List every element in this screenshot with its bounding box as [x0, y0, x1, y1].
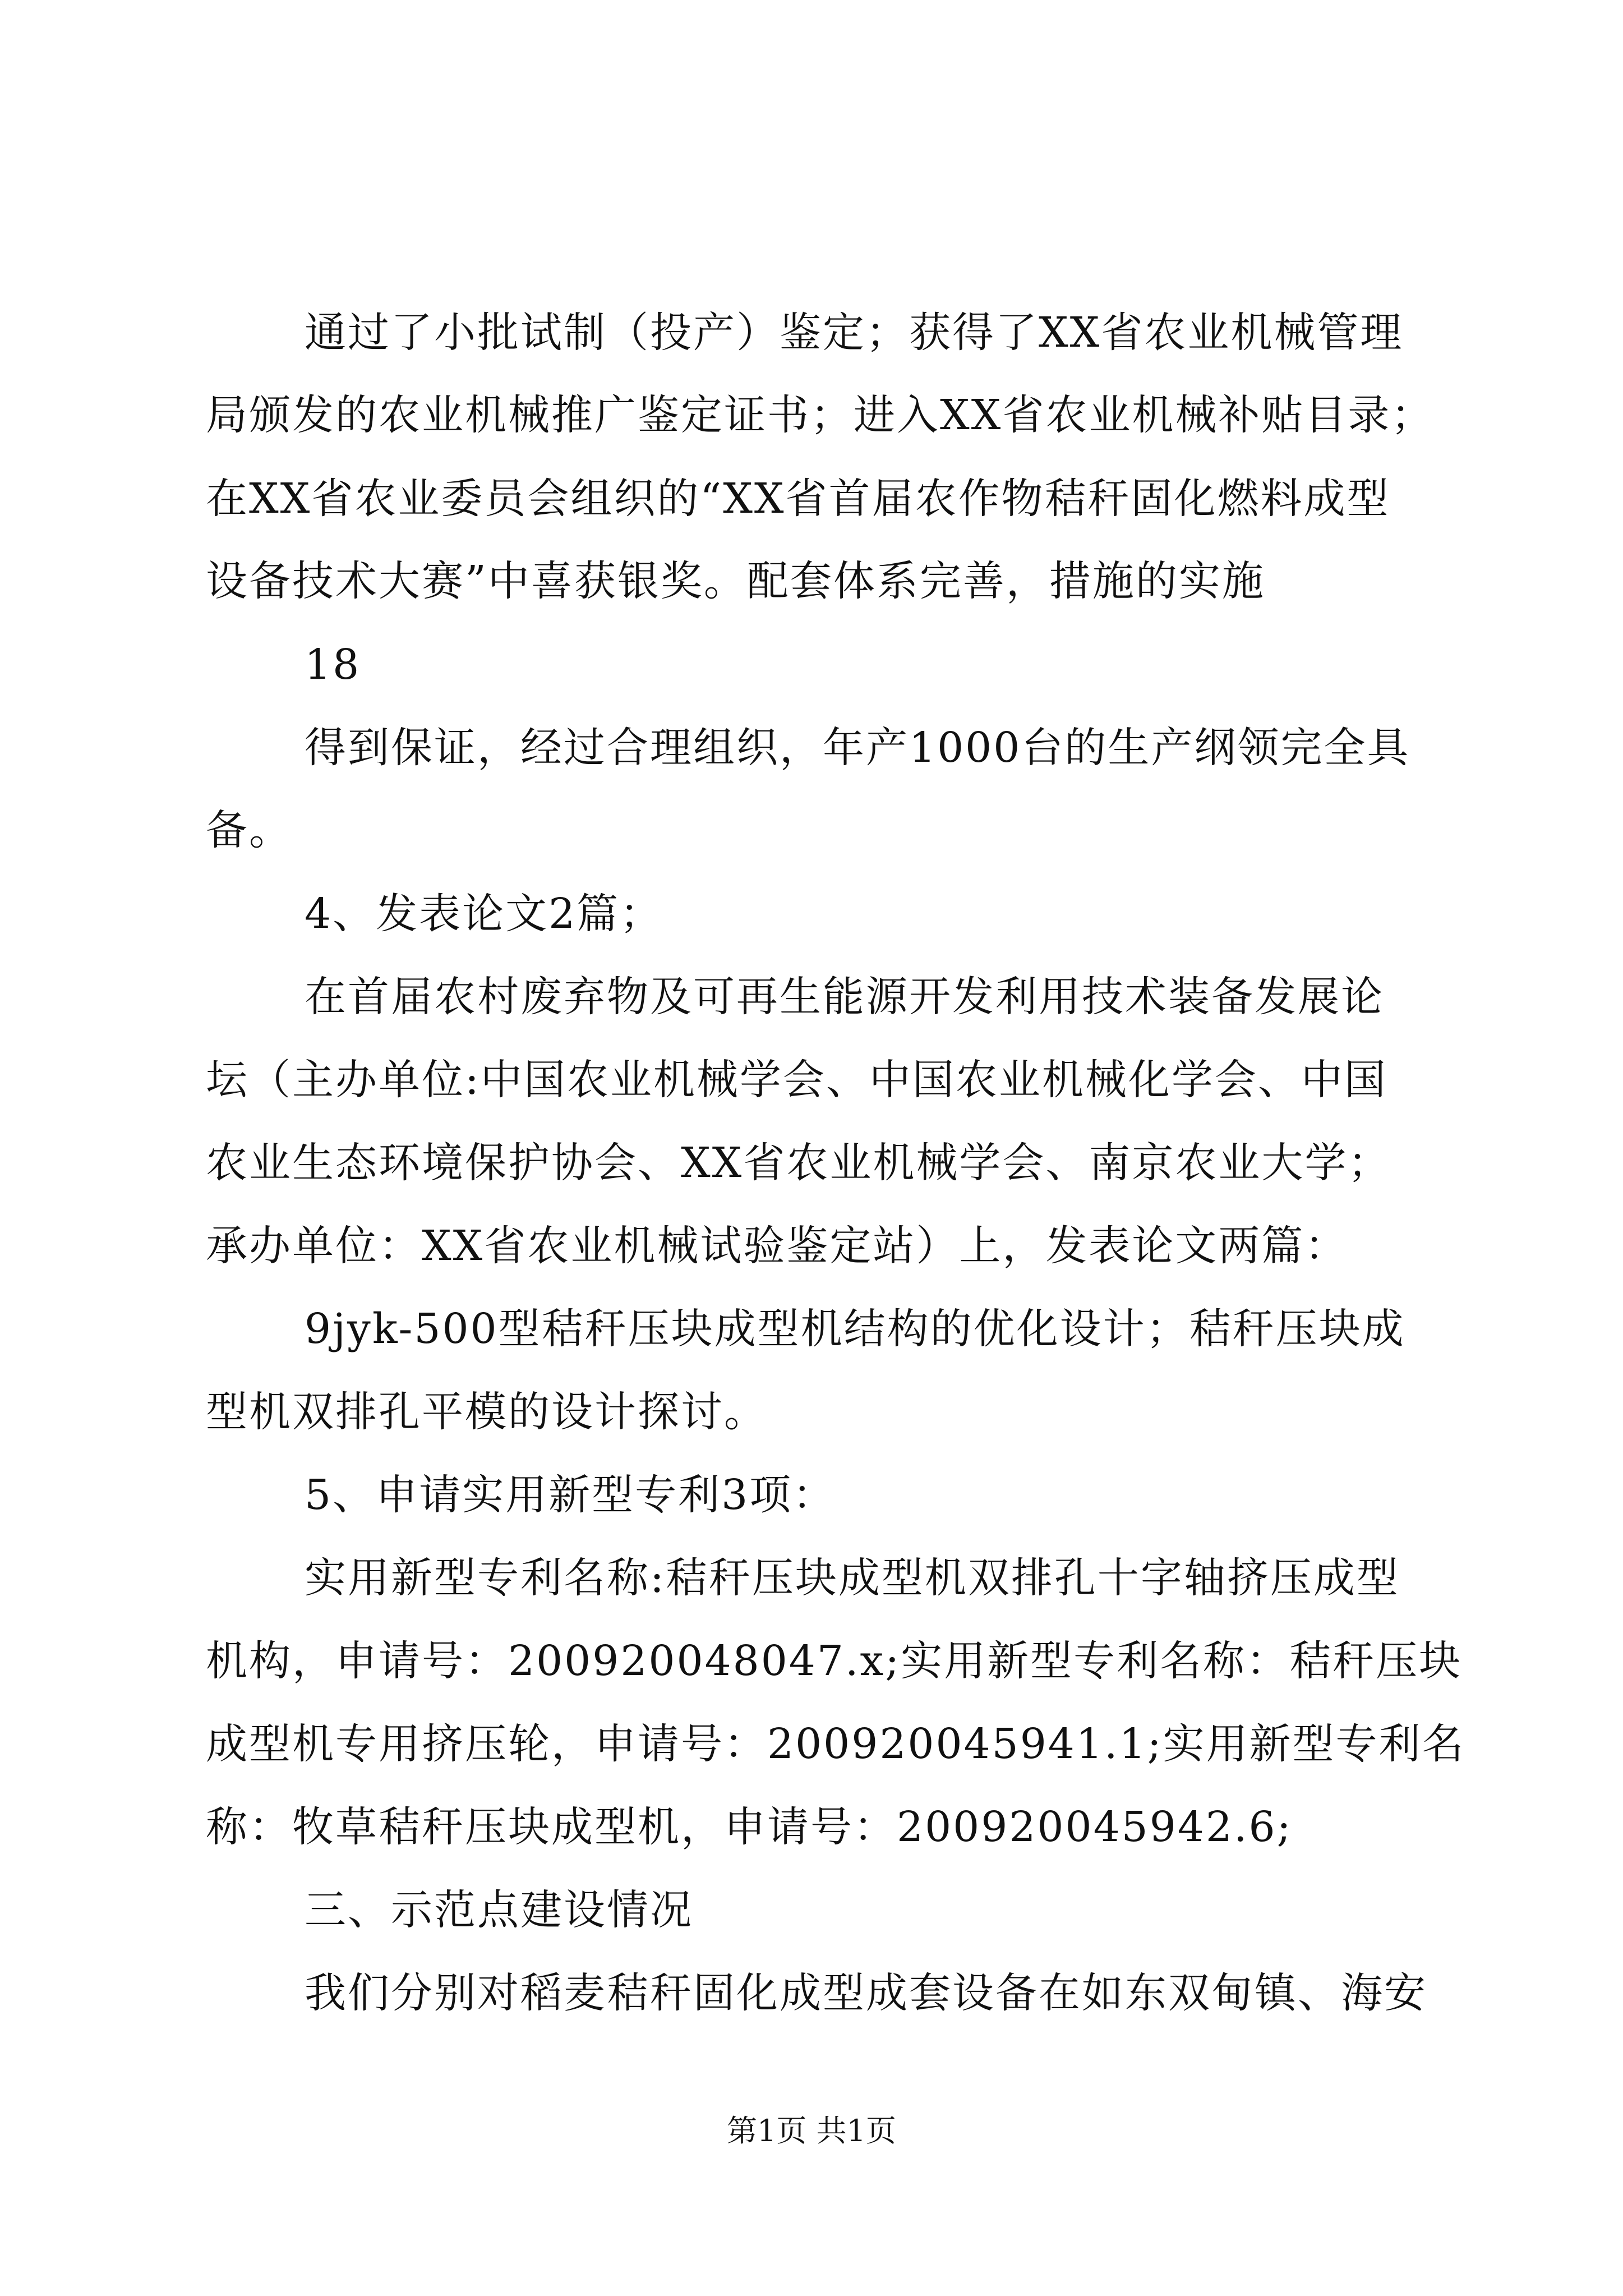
paragraph-line: 备。 — [206, 806, 292, 854]
section-heading: 5、申请实用新型专利3项： — [305, 1471, 836, 1519]
paragraph-line: 通过了小批试制（投产）鉴定；获得了XX省农业机械管理 — [305, 309, 1404, 357]
paragraph-line: 承办单位：XX省农业机械试验鉴定站）上，发表论文两篇： — [206, 1222, 1348, 1270]
paragraph-line: 实用新型专利名称:秸秆压块成型机双排孔十字轴挤压成型 — [305, 1554, 1400, 1602]
section-heading: 4、发表论文2篇； — [305, 890, 663, 938]
paragraph-line: 得到保证，经过合理组织，年产1000台的生产纲领完全具 — [305, 724, 1410, 772]
paragraph-line: 坛（主办单位:中国农业机械学会、中国农业机械化学会、中国 — [206, 1056, 1387, 1104]
paragraph-line: 型机双排孔平模的设计探讨。 — [206, 1388, 767, 1436]
paragraph-line: 设备技术大赛”中喜获银奖。配套体系完善，措施的实施 — [206, 557, 1265, 605]
paragraph-line: 称：牧草秸秆压块成型机，申请号：200920045942.6; — [206, 1803, 1293, 1851]
paragraph-line: 9jyk-500型秸秆压块成型机结构的优化设计；秸秆压块成 — [305, 1305, 1405, 1353]
paragraph-line: 局颁发的农业机械推广鉴定证书；进入XX省农业机械补贴目录； — [206, 391, 1435, 439]
paragraph-line: 农业生态环境保护协会、XX省农业机械学会、南京农业大学； — [206, 1139, 1391, 1187]
paragraph-line: 在首届农村废弃物及可再生能源开发利用技术装备发展论 — [305, 973, 1384, 1021]
paragraph-line: 机构，申请号：200920048047.x;实用新型专利名称：秸秆压块 — [206, 1637, 1463, 1685]
paragraph-line: 在XX省农业委员会组织的“XX省首届农作物秸秆固化燃料成型 — [206, 475, 1390, 523]
paragraph-line: 18 — [305, 641, 361, 689]
section-heading: 三、示范点建设情况 — [305, 1886, 693, 1934]
paragraph-line: 成型机专用挤压轮，申请号：200920045941.1;实用新型专利名 — [206, 1720, 1465, 1768]
page-footer: 第1页 共1页 — [727, 2113, 896, 2148]
paragraph-line: 我们分别对稻麦秸秆固化成型成套设备在如东双甸镇、海安 — [305, 1969, 1427, 2017]
